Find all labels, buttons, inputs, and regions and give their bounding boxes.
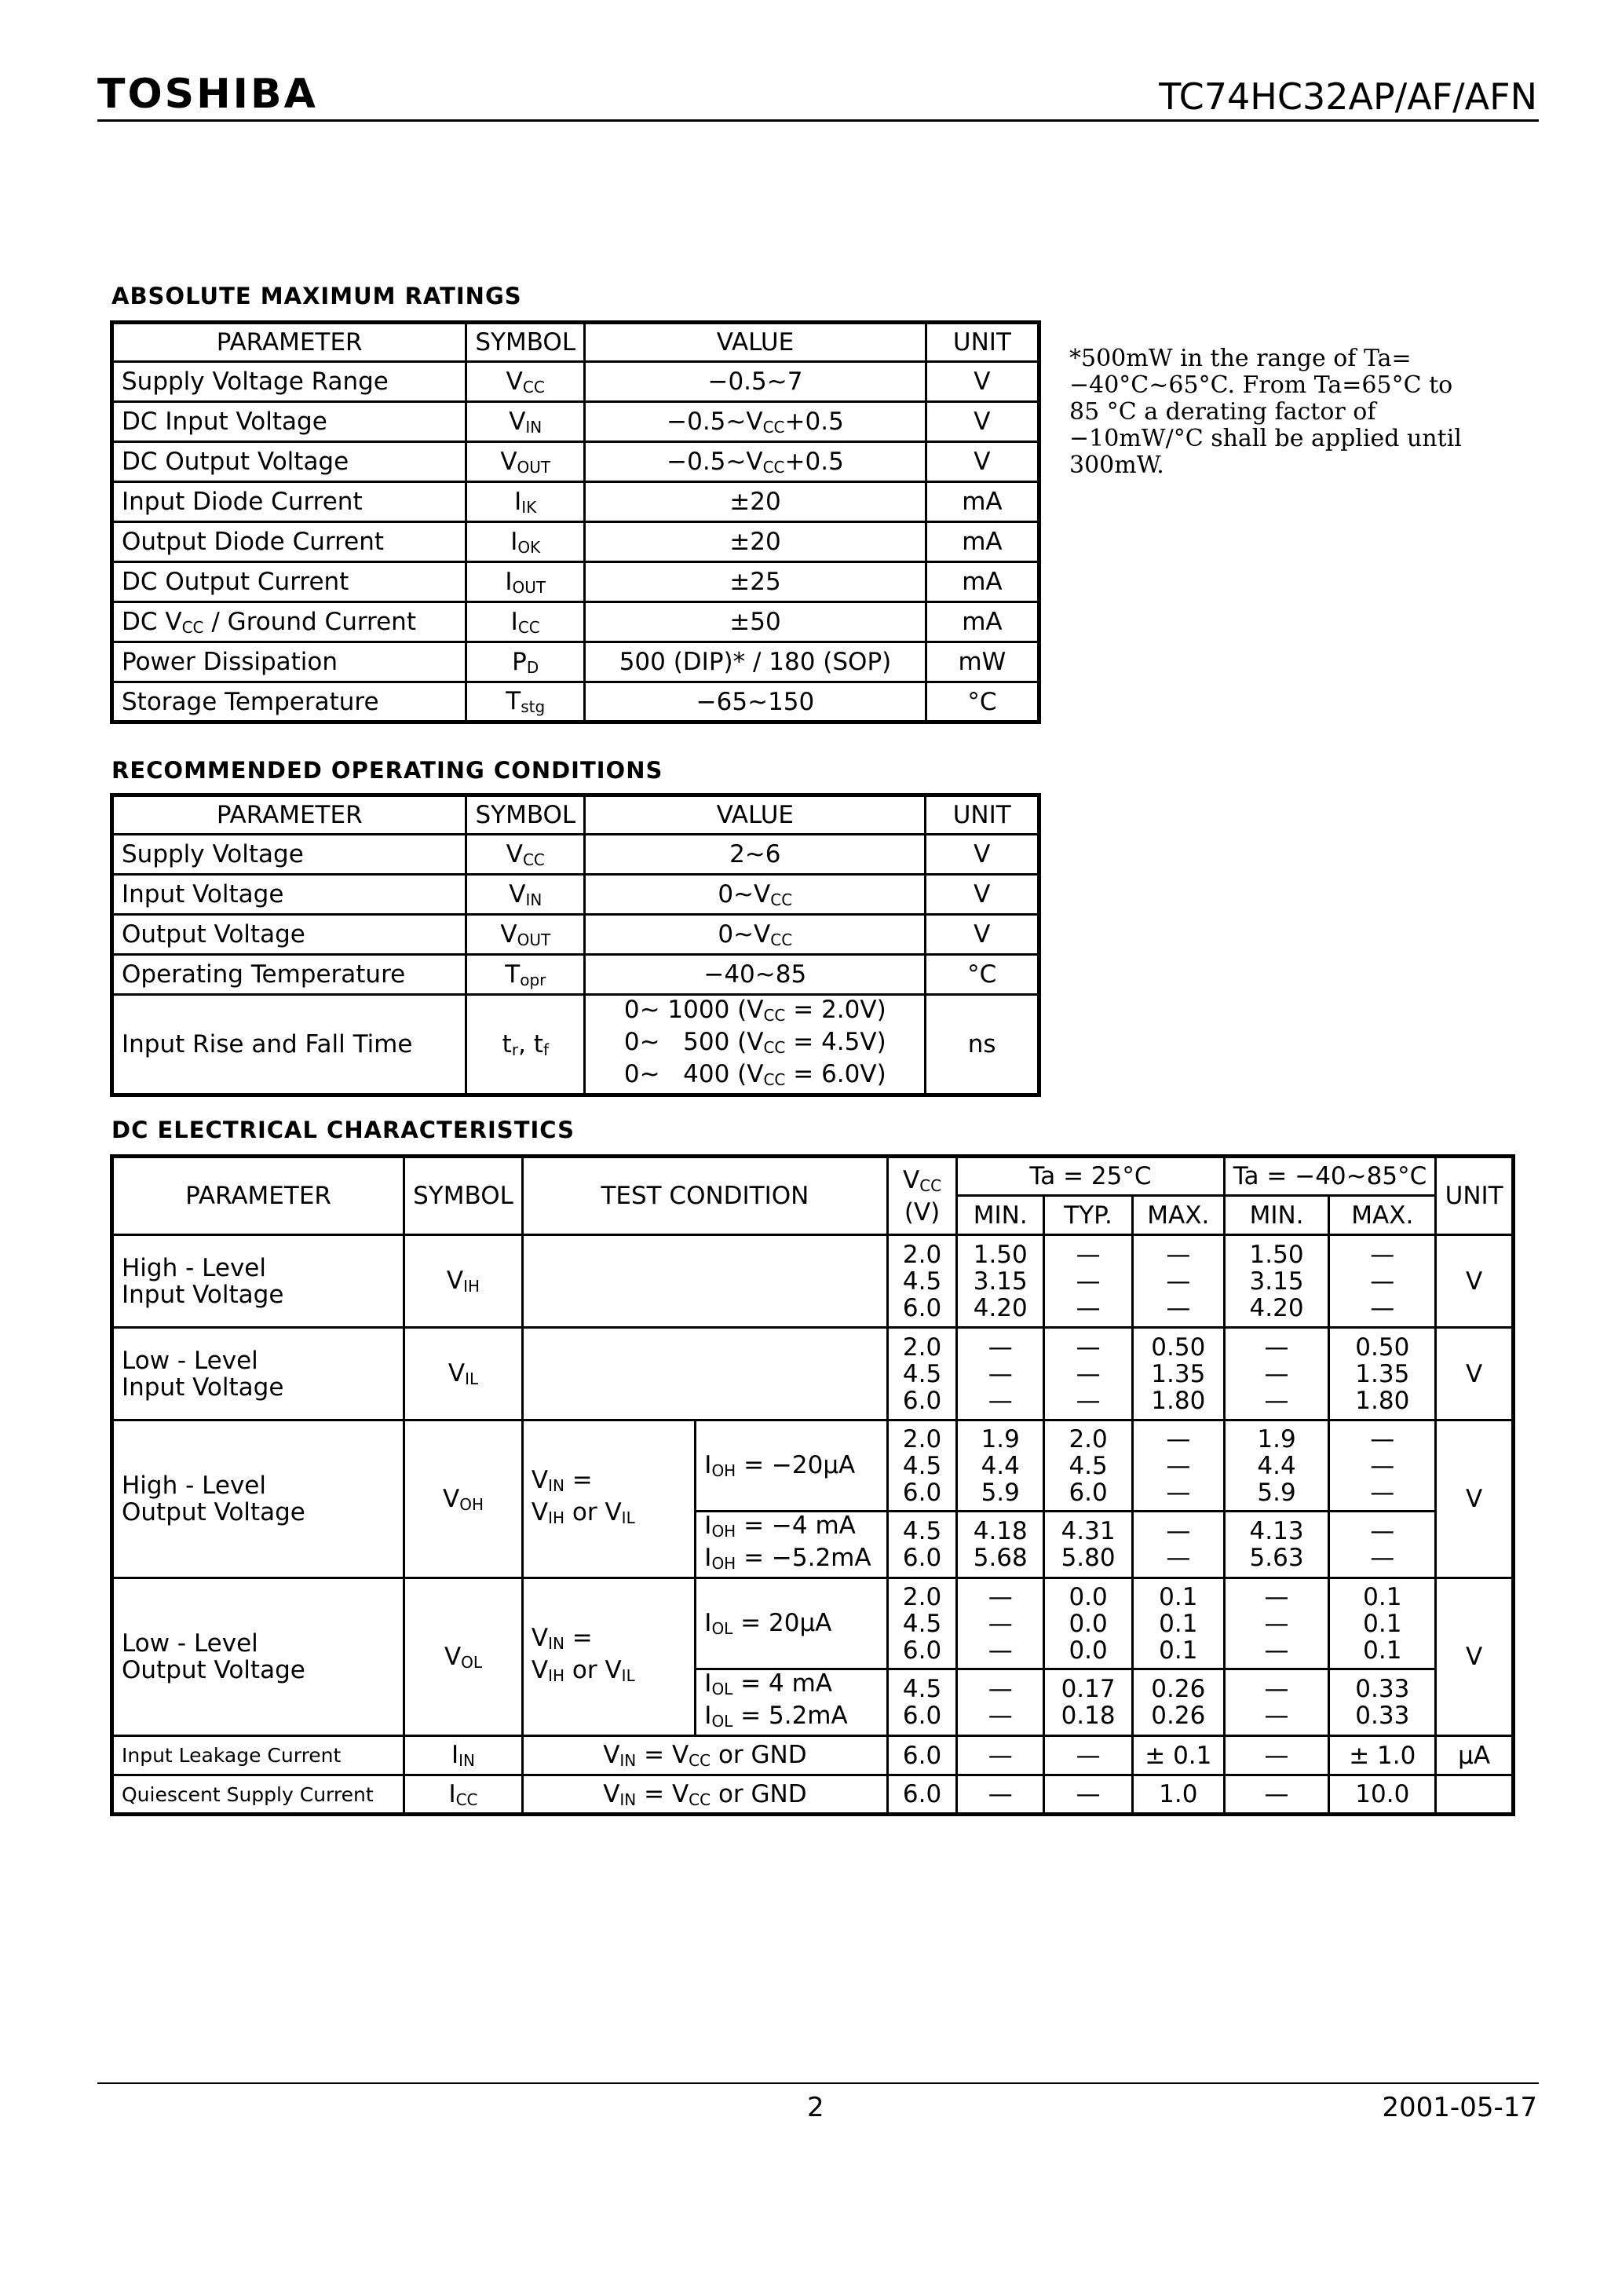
param-cell: Input Rise and Fall Time xyxy=(112,995,466,1095)
col-typ: TYP. xyxy=(1044,1196,1133,1235)
param-cell: Storage Temperature xyxy=(112,682,466,722)
abs-max-row xyxy=(112,562,1039,602)
min-cell: 1.9 4.4 5.9 xyxy=(957,1420,1044,1512)
subcondition-cell: $I_{OL} = 20\mu A$ xyxy=(696,1578,888,1669)
symbol-cell: $t_r$, $t_f$ xyxy=(466,995,585,1095)
vcc-cell: 2.0 4.5 6.0 xyxy=(887,1420,956,1512)
rec-op-title: RECOMMENDED OPERATING CONDITIONS xyxy=(111,757,663,784)
min-cell: 1.50 3.15 4.20 xyxy=(957,1235,1044,1328)
param-cell: DC Output Voltage xyxy=(112,442,466,482)
unit-cell: mA xyxy=(926,562,1039,602)
vcc-cell: 4.5 6.0 xyxy=(887,1669,956,1736)
typ-cell: — xyxy=(1044,1775,1133,1815)
symbol-cell: $I_{OUT}$ xyxy=(466,562,585,602)
dc-row-vil xyxy=(112,1328,1514,1420)
col-symbol: SYMBOL xyxy=(466,795,585,835)
max-cell: 0.50 1.35 1.80 xyxy=(1132,1328,1224,1420)
abs-max-title: ABSOLUTE MAXIMUM RATINGS xyxy=(111,283,522,309)
min2-cell: — — — xyxy=(1224,1328,1329,1420)
abs-max-row xyxy=(112,442,1039,482)
brand-logo: TOSHIBA xyxy=(97,71,318,118)
min2-cell: — — — xyxy=(1224,1578,1329,1669)
col-value: VALUE xyxy=(585,795,926,835)
max-cell: 1.0 xyxy=(1132,1775,1224,1815)
symbol-cell: $V_{IN}$ xyxy=(466,402,585,442)
param-cell: DC $V_{CC}$ / Ground Current xyxy=(112,602,466,642)
condition-cell: $V_{IN} = V_{CC}$ or GND xyxy=(522,1775,887,1815)
value-cell: ±50 xyxy=(585,602,926,642)
value-cell: −0.5~7 xyxy=(585,362,926,402)
abs-max-row xyxy=(112,642,1039,682)
typ-cell: — xyxy=(1044,1736,1133,1775)
min-cell: — xyxy=(957,1775,1044,1815)
col-max2: MAX. xyxy=(1329,1196,1436,1235)
unit-cell: V xyxy=(1436,1235,1514,1328)
min2-cell: — xyxy=(1224,1775,1329,1815)
param-cell: Quiescent Supply Current xyxy=(112,1775,404,1815)
vcc-cell: 2.0 4.5 6.0 xyxy=(887,1235,956,1328)
value-cell: 500 (DIP)* / 180 (SOP) xyxy=(585,642,926,682)
col-symbol: SYMBOL xyxy=(404,1157,523,1235)
param-cell: Output Voltage xyxy=(112,915,466,955)
unit-cell: V xyxy=(926,402,1039,442)
min-cell: 4.18 5.68 xyxy=(957,1512,1044,1578)
dc-row-voh xyxy=(112,1420,1514,1512)
unit-cell: mW xyxy=(926,642,1039,682)
subcondition-cell: $I_{OH} = -20\mu A$ xyxy=(696,1420,888,1512)
max-cell: 0.1 0.1 0.1 xyxy=(1132,1578,1224,1669)
value-cell: 0~ 1000 $(V_{CC} = 2.0V)$ 0~ 500 $(V_{CC} = 4.5V)$ 0~ 400 $(V_{CC} = 6.0V)$ xyxy=(585,995,926,1095)
max-cell: 0.26 0.26 xyxy=(1132,1669,1224,1736)
document-date: 2001-05-17 xyxy=(1382,2092,1537,2123)
typ-cell: 0.17 0.18 xyxy=(1044,1669,1133,1736)
dc-row-vol xyxy=(112,1578,1514,1669)
value-cell: $0\sim V_{CC}$ xyxy=(585,875,926,915)
rec-op-table xyxy=(110,793,1041,1097)
min2-cell: 1.9 4.4 5.9 xyxy=(1224,1420,1329,1512)
vcc-cell: 4.5 6.0 xyxy=(887,1512,956,1578)
value-cell: $0\sim V_{CC}$ xyxy=(585,915,926,955)
param-cell: High - Level Output Voltage xyxy=(112,1420,404,1578)
condition-cell: $V_{IN}$ = $V_{IH}$ or $V_{IL}$ xyxy=(522,1578,695,1736)
param-cell: Low - Level Input Voltage xyxy=(112,1328,404,1420)
symbol-cell: $V_{OH}$ xyxy=(404,1420,523,1578)
unit-cell: °C xyxy=(926,955,1039,995)
condition-cell xyxy=(522,1328,887,1420)
col-min2: MIN. xyxy=(1224,1196,1329,1235)
col-test-condition: TEST CONDITION xyxy=(522,1157,887,1235)
symbol-cell: $V_{CC}$ xyxy=(466,362,585,402)
condition-cell: $V_{IN} = V_{CC}$ or GND xyxy=(522,1736,887,1775)
rec-op-row xyxy=(112,875,1039,915)
rec-op-row-rise-fall xyxy=(112,995,1039,1095)
col-vcc: $V_{CC}$ (V) xyxy=(887,1157,956,1235)
col-ta-range: Ta = −40~85°C xyxy=(1224,1157,1435,1196)
col-parameter: PARAMETER xyxy=(112,795,466,835)
param-cell: Input Voltage xyxy=(112,875,466,915)
max2-cell: 0.33 0.33 xyxy=(1329,1669,1436,1736)
max2-cell: 0.1 0.1 0.1 xyxy=(1329,1578,1436,1669)
typ-cell: 4.31 5.80 xyxy=(1044,1512,1133,1578)
symbol-cell: $V_{IH}$ xyxy=(404,1235,523,1328)
value-cell: $-0.5\sim V_{CC}+0.5$ xyxy=(585,442,926,482)
vcc-cell: 6.0 xyxy=(887,1775,956,1815)
footer-rule xyxy=(97,2082,1539,2084)
max2-cell: 0.50 1.35 1.80 xyxy=(1329,1328,1436,1420)
col-symbol: SYMBOL xyxy=(466,323,585,362)
value-cell: 2~6 xyxy=(585,835,926,875)
param-cell: DC Input Voltage xyxy=(112,402,466,442)
max-cell: — — — xyxy=(1132,1420,1224,1512)
value-cell: ±20 xyxy=(585,482,926,522)
param-cell: Low - Level Output Voltage xyxy=(112,1578,404,1736)
dc-table xyxy=(110,1154,1515,1816)
value-cell: ±25 xyxy=(585,562,926,602)
col-value: VALUE xyxy=(585,323,926,362)
unit-cell: V xyxy=(926,362,1039,402)
rec-op-row xyxy=(112,955,1039,995)
param-cell: High - Level Input Voltage xyxy=(112,1235,404,1328)
symbol-cell: $V_{OL}$ xyxy=(404,1578,523,1736)
col-unit: UNIT xyxy=(926,323,1039,362)
unit-cell: V xyxy=(926,442,1039,482)
subcondition-cell: $I_{OH} = -4$ mA $I_{OH} = -5.2mA$ xyxy=(696,1512,888,1578)
symbol-cell: $I_{IK}$ xyxy=(466,482,585,522)
unit-cell: V xyxy=(926,835,1039,875)
symbol-cell: $P_D$ xyxy=(466,642,585,682)
typ-cell: — — — xyxy=(1044,1328,1133,1420)
condition-cell xyxy=(522,1235,887,1328)
symbol-cell: $V_{IL}$ xyxy=(404,1328,523,1420)
param-cell: Operating Temperature xyxy=(112,955,466,995)
page-number: 2 xyxy=(807,2092,824,2123)
abs-max-row xyxy=(112,402,1039,442)
col-max: MAX. xyxy=(1132,1196,1224,1235)
max2-cell: — — xyxy=(1329,1512,1436,1578)
param-cell: Input Diode Current xyxy=(112,482,466,522)
symbol-cell: $V_{CC}$ xyxy=(466,835,585,875)
col-unit: UNIT xyxy=(926,795,1039,835)
unit-cell: V xyxy=(926,875,1039,915)
unit-cell: V xyxy=(1436,1420,1514,1578)
value-cell: $-0.5\sim V_{CC}+0.5$ xyxy=(585,402,926,442)
abs-max-row xyxy=(112,522,1039,562)
subcondition-cell: $I_{OL} = 4$ mA $I_{OL} = 5.2mA$ xyxy=(696,1669,888,1736)
symbol-cell: $I_{OK}$ xyxy=(466,522,585,562)
max-cell: — — xyxy=(1132,1512,1224,1578)
symbol-cell: $I_{IN}$ xyxy=(404,1736,523,1775)
max-cell: — — — xyxy=(1132,1235,1224,1328)
symbol-cell: $I_{CC}$ xyxy=(404,1775,523,1815)
max2-cell: — — — xyxy=(1329,1235,1436,1328)
dc-row-iin xyxy=(112,1736,1514,1775)
vcc-cell: 6.0 xyxy=(887,1736,956,1775)
typ-cell: 2.0 4.5 6.0 xyxy=(1044,1420,1133,1512)
unit-cell: mA xyxy=(926,522,1039,562)
unit-cell: ns xyxy=(926,995,1039,1095)
value-cell: ±20 xyxy=(585,522,926,562)
rec-op-row xyxy=(112,915,1039,955)
dc-row-icc xyxy=(112,1775,1514,1815)
vcc-cell: 2.0 4.5 6.0 xyxy=(887,1578,956,1669)
rec-op-row xyxy=(112,835,1039,875)
dc-title: DC ELECTRICAL CHARACTERISTICS xyxy=(111,1117,575,1143)
vcc-cell: 2.0 4.5 6.0 xyxy=(887,1328,956,1420)
abs-max-row xyxy=(112,362,1039,402)
abs-max-row xyxy=(112,482,1039,522)
param-cell: Power Dissipation xyxy=(112,642,466,682)
param-cell: Input Leakage Current xyxy=(112,1736,404,1775)
value-cell: −40~85 xyxy=(585,955,926,995)
header-rule xyxy=(97,119,1539,122)
unit-cell: V xyxy=(926,915,1039,955)
symbol-cell: $V_{OUT}$ xyxy=(466,915,585,955)
typ-cell: 0.0 0.0 0.0 xyxy=(1044,1578,1133,1669)
unit-cell: mA xyxy=(926,602,1039,642)
min2-cell: 1.50 3.15 4.20 xyxy=(1224,1235,1329,1328)
symbol-cell: $I_{CC}$ xyxy=(466,602,585,642)
max2-cell: 10.0 xyxy=(1329,1775,1436,1815)
abs-max-row xyxy=(112,682,1039,722)
document-title: TC74HC32AP/AF/AFN xyxy=(1159,75,1537,118)
abs-max-table xyxy=(110,320,1041,724)
symbol-cell: $V_{OUT}$ xyxy=(466,442,585,482)
typ-cell: — — — xyxy=(1044,1235,1133,1328)
col-min: MIN. xyxy=(957,1196,1044,1235)
dc-row-vih xyxy=(112,1235,1514,1328)
min-cell: — — xyxy=(957,1669,1044,1736)
condition-cell: $V_{IN}$ = $V_{IH}$ or $V_{IL}$ xyxy=(522,1420,695,1578)
min-cell: — xyxy=(957,1736,1044,1775)
value-cell: −65~150 xyxy=(585,682,926,722)
min2-cell: — xyxy=(1224,1736,1329,1775)
symbol-cell: $T_{stg}$ xyxy=(466,682,585,722)
col-parameter: PARAMETER xyxy=(112,323,466,362)
symbol-cell: $T_{opr}$ xyxy=(466,955,585,995)
unit-cell: V xyxy=(1436,1578,1514,1736)
col-parameter: PARAMETER xyxy=(112,1157,404,1235)
footnote-power-dissipation: *500mW in the range of Ta= −40°C~65°C. From Ta=65°C to 85 °C a derating factor of −10mW/°C shall be applied until 300mW. xyxy=(1069,345,1462,479)
min2-cell: 4.13 5.63 xyxy=(1224,1512,1329,1578)
unit-cell: mA xyxy=(926,482,1039,522)
min-cell: — — — xyxy=(957,1578,1044,1669)
param-cell: Supply Voltage Range xyxy=(112,362,466,402)
param-cell: Supply Voltage xyxy=(112,835,466,875)
col-unit: UNIT xyxy=(1436,1157,1514,1235)
param-cell: DC Output Current xyxy=(112,562,466,602)
symbol-cell: $V_{IN}$ xyxy=(466,875,585,915)
max2-cell: — — — xyxy=(1329,1420,1436,1512)
param-cell: Output Diode Current xyxy=(112,522,466,562)
min-cell: — — — xyxy=(957,1328,1044,1420)
max-cell: ± 0.1 xyxy=(1132,1736,1224,1775)
unit-cell: °C xyxy=(926,682,1039,722)
col-ta25: Ta = 25°C xyxy=(957,1157,1225,1196)
abs-max-row xyxy=(112,602,1039,642)
max2-cell: ± 1.0 xyxy=(1329,1736,1436,1775)
unit-cell: μA xyxy=(1436,1736,1514,1775)
unit-cell: V xyxy=(1436,1328,1514,1420)
min2-cell: — — xyxy=(1224,1669,1329,1736)
